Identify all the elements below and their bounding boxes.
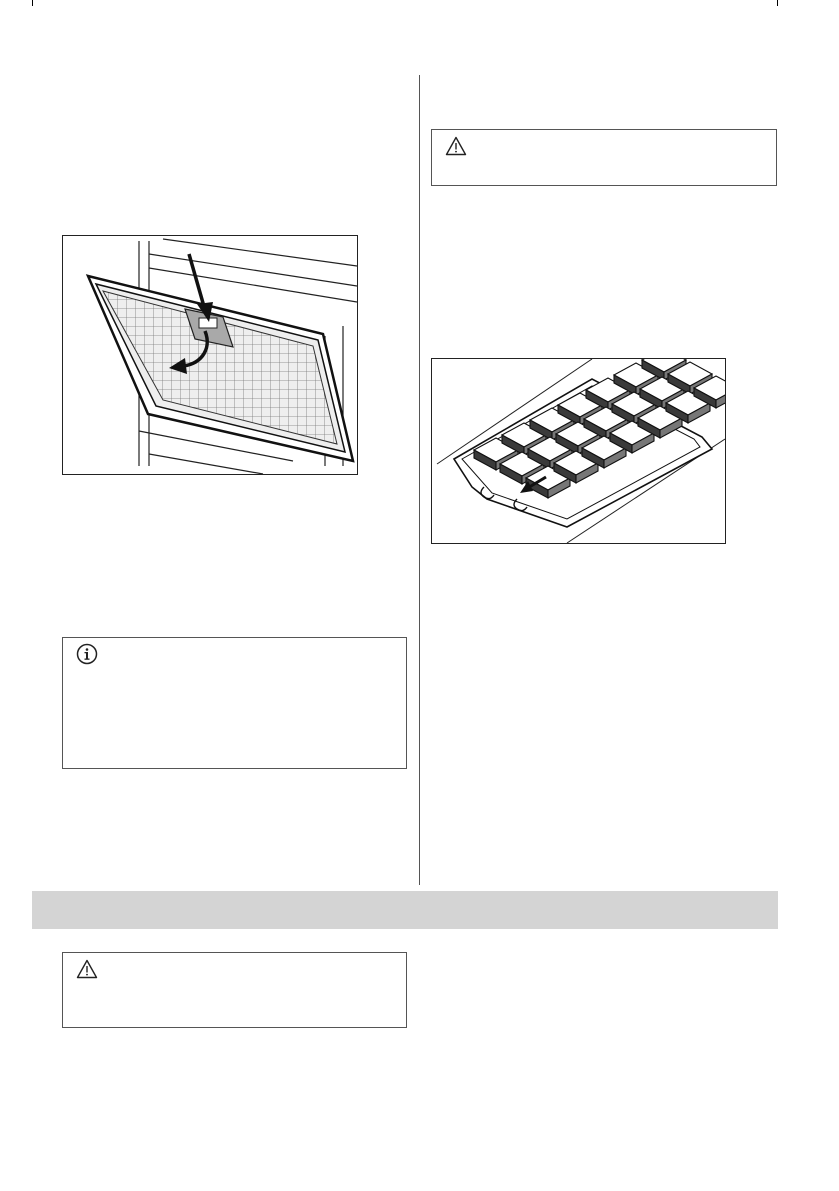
grease-filter-figure [62, 235, 358, 475]
column-divider [419, 75, 420, 885]
section-header-band [32, 891, 778, 929]
warning-triangle-icon [76, 959, 98, 979]
charcoal-filter-figure [431, 358, 726, 544]
warning-notice-right [431, 129, 777, 186]
crop-mark-top-right [777, 0, 778, 6]
charcoal-filter-illustration [432, 359, 725, 543]
warning-triangle-icon [445, 136, 467, 156]
grease-filter-illustration [63, 236, 357, 474]
info-circle-icon [76, 643, 98, 665]
warning-notice-bottom [62, 952, 407, 1028]
crop-mark-top-left [32, 0, 33, 6]
info-notice [62, 637, 407, 769]
